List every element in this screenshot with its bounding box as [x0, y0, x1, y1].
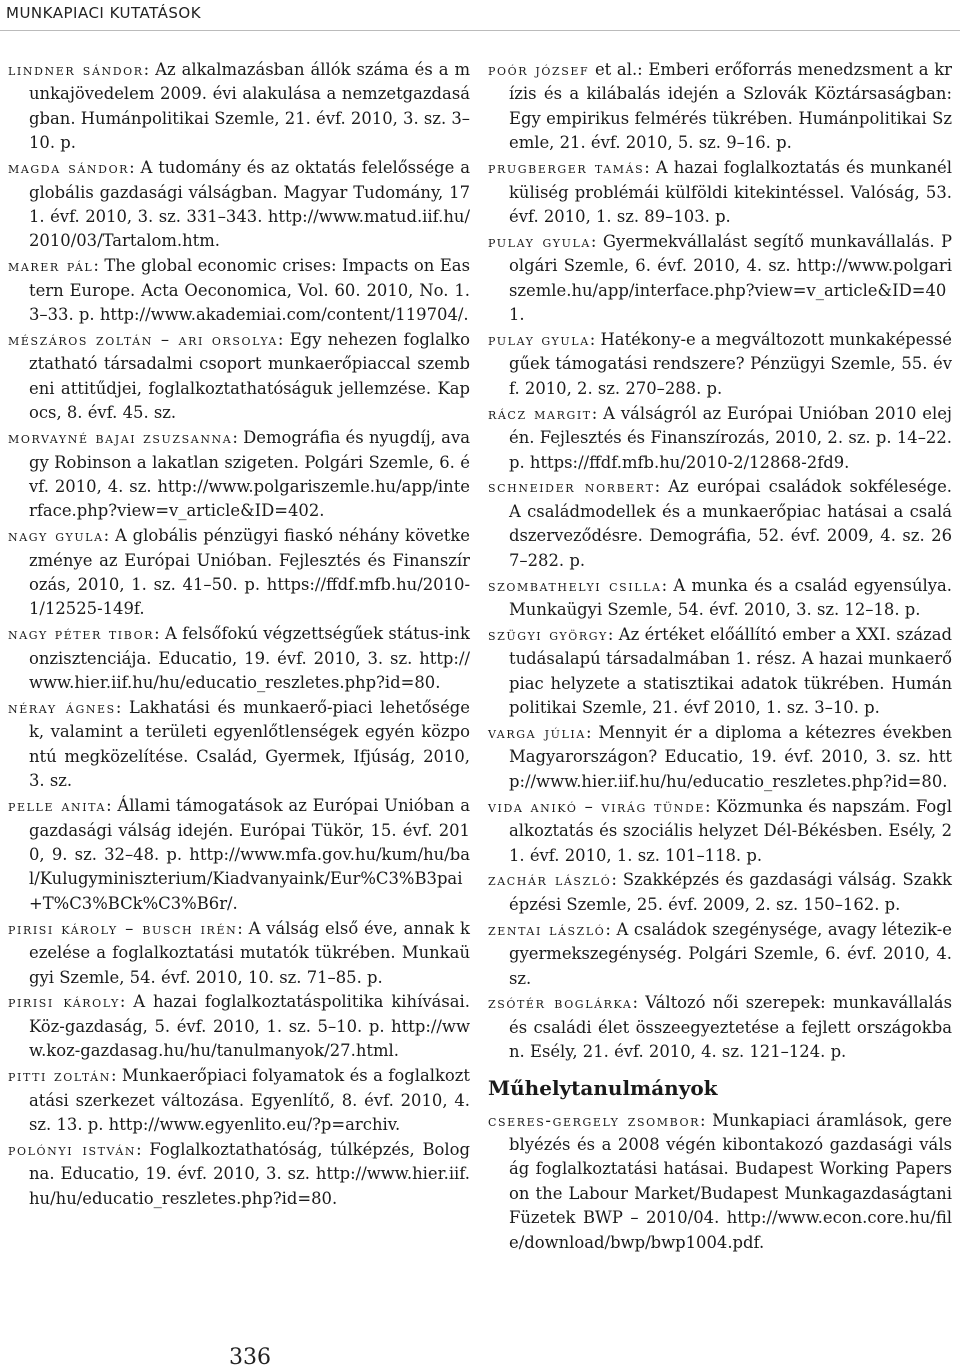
reference-author: poór józsef: [488, 60, 590, 79]
reference-text: : Hatékony-e a megváltozott munkaképességűek támogatási rendszere? Pénzügyi Szemle, 55. évf. 2010, 2. sz. 270–288. p.: [509, 329, 952, 398]
reference-entry: [488, 795, 952, 868]
reference-author: zsótér boglárka: [488, 993, 633, 1013]
reference-text: : Közmunka és napszám. Foglalkoztatás és szociális helyzet Dél-Békésben. Esély, 21. évf. 2010, 1. sz. 101–118. p.: [509, 796, 952, 865]
reference-entry: [488, 574, 952, 623]
reference-text: : Mennyit ér a diploma a kétezres években Magyarországon? Educatio, 19. évf. 2010, 3. sz. http://www.hier.iif.hu/hu/educatio_reszletes.php?id=80.: [509, 722, 952, 791]
reference-text: : A válság első éve, annak kezelése a foglalkoztatási mutatók tükrében. Munkaügyi Szemle, 54. évf. 2010, 10. sz. 71–85. p.: [29, 918, 470, 987]
reference-text: : Gyermekvállalást segítő munkavállalás. Polgári Szemle, 6. évf. 2010, 4. sz. http://www.polgariszemle.hu/app/interface.php?view=v_article&ID=401.: [509, 231, 952, 325]
reference-author: schneider norbert: [488, 477, 655, 497]
reference-text: : Az értéket előállító ember a XXI. század tudásalapú társadalmában 1. rész. A hazai munkaerőpiac helyzete a statisztikai adatok tükrében. Humánpolitikai Szemle, 21. évf 2010, 1. sz. 3–10. p.: [509, 624, 953, 718]
reference-author: prugberger tamás: [488, 158, 645, 178]
reference-entry: [8, 794, 470, 916]
reference-text: : Munkaerőpiaci folyamatok és a foglalkoztatási szerkezet változása. Egyenlítő, 8. évf. 2010, 4. sz. 13. p. http://www.egyenlito.eu/?p=archiv.: [29, 1066, 470, 1134]
reference-text: : A tudomány és az oktatás felelőssége a globális gazdasági válságban. Magyar Tudomány, 171. évf. 2010, 3. sz. 331–343. http://www.matud.iif.hu/2010/03/Tartalom.htm.: [29, 158, 470, 251]
reference-text: : Munkapiaci áramlások, gereblyézés és a 2008 végén kibontakozó gazdasági válság foglalkoztatási hatásai. Budapest Working Papers on the Labour Market/Budapest Munkagazdaságtani Füzetek BWP – 2010/04. http://www.econ.core.hu/file/download/bwp/bwp1004.pdf.: [509, 1110, 952, 1252]
reference-text: : A munka és a család egyensúlya. Munkaügyi Szemle, 54. évf. 2010, 3. sz. 12–18. p.: [509, 575, 952, 619]
reference-author: pirisi károly – busch irén: [8, 918, 238, 938]
reference-list-right: [488, 58, 952, 1065]
reference-entry: [8, 1064, 470, 1137]
reference-entry: [488, 1109, 952, 1255]
reference-text: : A válságról az Európai Unióban 2010 elején. Fejlesztés és Finanszírozás, 2010, 2. sz. p. 14–22. p. https://ffdf.mfb.hu/2010-2/12868-2fd9.: [509, 403, 952, 472]
reference-author: marer pál: [8, 256, 94, 276]
reference-entry: [488, 623, 952, 721]
reference-author: pirisi károly: [8, 992, 120, 1012]
reference-author: pulay gyula: [488, 329, 590, 349]
reference-text: : A felsőfokú végzettségűek státus-inkonzisztenciája. Educatio, 19. évf. 2010, 3. sz. http://www.hier.iif.hu/hu/educatio_reszletes.php?id=80.: [29, 624, 470, 693]
reference-author: néray ágnes: [8, 698, 116, 718]
reference-author: pelle anita: [8, 796, 107, 816]
reference-author: zachár lászló: [488, 870, 612, 890]
reference-author: szombathelyi csilla: [488, 575, 662, 595]
reference-text: : Az európai családok sokfélesége. A családmodellek és a munkaerőpiac hatásai a családszerveződésre. Demográfia, 52. évf. 2009, 4. sz. 267–282. p.: [509, 477, 952, 570]
reference-column-left: [8, 58, 470, 1212]
reference-author: morvayné bajai zsuzsanna: [8, 428, 233, 448]
reference-author: pitti zoltán: [8, 1066, 111, 1086]
reference-author: szügyi györgy: [488, 624, 608, 644]
reference-text: : Foglalkoztathatóság, túlképzés, Bologna. Educatio, 19. évf. 2010, 3. sz. http://www.hier.iif.hu/hu/educatio_reszletes.php?id=80.: [29, 1139, 470, 1208]
reference-author: lindner sándor: [8, 60, 144, 79]
reference-text: : A hazai foglalkoztatáspolitika kihívásai. Köz-gazdaság, 5. évf. 2010, 1. sz. 5–10. p. http://www.koz-gazdasag.hu/hu/tanulmanyok/27.html.: [29, 992, 470, 1061]
reference-text: : Demográfia és nyugdíj, avagy Robinson a lakatlan szigeten. Polgári Szemle, 6. évf. 2010, 4. sz. http://www.polgariszemle.hu/app/interface.php?view=v_article&ID=402.: [29, 428, 470, 521]
reference-entry: [488, 918, 952, 991]
running-header: MUNKAPIACI KUTATÁSOK: [6, 4, 202, 22]
reference-author: polónyi istván: [8, 1139, 137, 1159]
reference-author: rácz margit: [488, 403, 592, 423]
reference-text: : A globális pénzügyi fiaskó néhány következménye az Európai Unióban. Fejlesztés és Finanszírozás, 2010, 1. sz. 41–50. p. https://ffdf.mfb.hu/2010-1/12525-149f.: [29, 526, 470, 619]
reference-text: : Szakképzés és gazdasági válság. Szakképzési Szemle, 25. évf. 2009, 2. sz. 150–162. p.: [509, 870, 952, 914]
reference-entry: [8, 696, 470, 794]
reference-entry: [8, 524, 470, 622]
reference-text: : Lakhatási és munkaerő-piaci lehetőségek, valamint a területi egyenlőtlenségek egyén központú megközelítése. Család, Gyermek, Ifjúság, 2010, 3. sz.: [29, 698, 470, 791]
reference-author: nagy péter tibor: [8, 624, 155, 644]
reference-entry: [8, 328, 470, 426]
reference-text: et al.: Emberi erőforrás menedzsment a krízis és a kilábalás idején a Szlovák Köztársaságban: Egy empirikus felmérés tükrében. Humánpolitikai Szemle, 21. évf. 2010, 5. sz. 9–16. p.: [509, 60, 952, 153]
reference-entry: [8, 156, 470, 254]
reference-text: : The global economic crises: Impacts on Eastern Europe. Acta Oeconomica, Vol. 60. 2010, No. 1. 3–33. p. http://www.akademiai.com/content/119704/.: [29, 256, 470, 325]
section-heading: Műhelytanulmányok: [488, 1075, 718, 1100]
reference-entry: [488, 58, 952, 156]
reference-text: : A családok szegénysége, avagy létezik-e gyermekszegénység. Polgári Szemle, 6. évf. 2010, 4. sz.: [509, 919, 952, 988]
reference-entry: [8, 917, 470, 990]
reference-entry: [488, 156, 952, 229]
reference-author: pulay gyula: [488, 231, 591, 251]
reference-entry: [488, 328, 952, 401]
reference-author: nagy gyula: [8, 526, 104, 546]
reference-entry: [8, 254, 470, 327]
reference-entry: [488, 230, 952, 328]
reference-entry: [488, 402, 952, 475]
reference-text: : A hazai foglalkoztatás és munkanélküliség problémái külföldi kitekintéssel. Valóság, 53. évf. 2010, 1. sz. 89–103. p.: [509, 158, 953, 226]
reference-text: : Változó női szerepek: munkavállalás és családi élet összeegyeztetése a fejlett országokban. Esély, 21. évf. 2010, 4. sz. 121–124. p.: [509, 993, 952, 1062]
reference-entry: [8, 622, 470, 695]
reference-column-right: [488, 58, 952, 1256]
reference-entry: [488, 721, 952, 794]
reference-entry: [8, 990, 470, 1063]
reference-entry: [488, 868, 952, 917]
reference-author: cseres-gergely zsombor: [488, 1110, 701, 1130]
reference-entry: [488, 475, 952, 573]
reference-text: : Állami támogatások az Európai Unióban a gazdasági válság idején. Európai Tükör, 15. évf. 2010, 9. sz. 32–48. p. http://www.mfa.gov.hu/kum/hu/bal/Kulugyminiszterium/Kiadvanyaink/Eur%C3%B3pai+T%C3%BCk%C3%B6r/.: [29, 796, 470, 913]
reference-entry: [8, 1138, 470, 1211]
page-number: 336: [229, 1345, 271, 1370]
workshop-papers-list: [488, 1109, 952, 1255]
reference-author: mészáros zoltán – ari orsolya: [8, 329, 278, 349]
header-rule: [0, 30, 960, 31]
reference-entry: [8, 426, 470, 524]
reference-entry: [8, 58, 470, 156]
reference-entry: [488, 991, 952, 1064]
reference-author: magda sándor: [8, 158, 130, 178]
reference-author: vida anikó – virág tünde: [488, 796, 706, 816]
reference-text: : Az alkalmazásban állók száma és a munkajövedelem 2009. évi alakulása a nemzetgazdaságban. Humánpolitikai Szemle, 21. évf. 2010, 3. sz. 3–10. p.: [29, 60, 470, 153]
reference-text: : Egy nehezen foglalkoztatható társadalmi csoport munkaerőpiaccal szembeni attitűdjei, foglalkoztathatóságuk jellemzése. Kapocs, 8. évf. 45. sz.: [29, 329, 470, 423]
reference-author: zentai lászló: [488, 919, 606, 939]
reference-author: varga júlia: [488, 722, 586, 742]
